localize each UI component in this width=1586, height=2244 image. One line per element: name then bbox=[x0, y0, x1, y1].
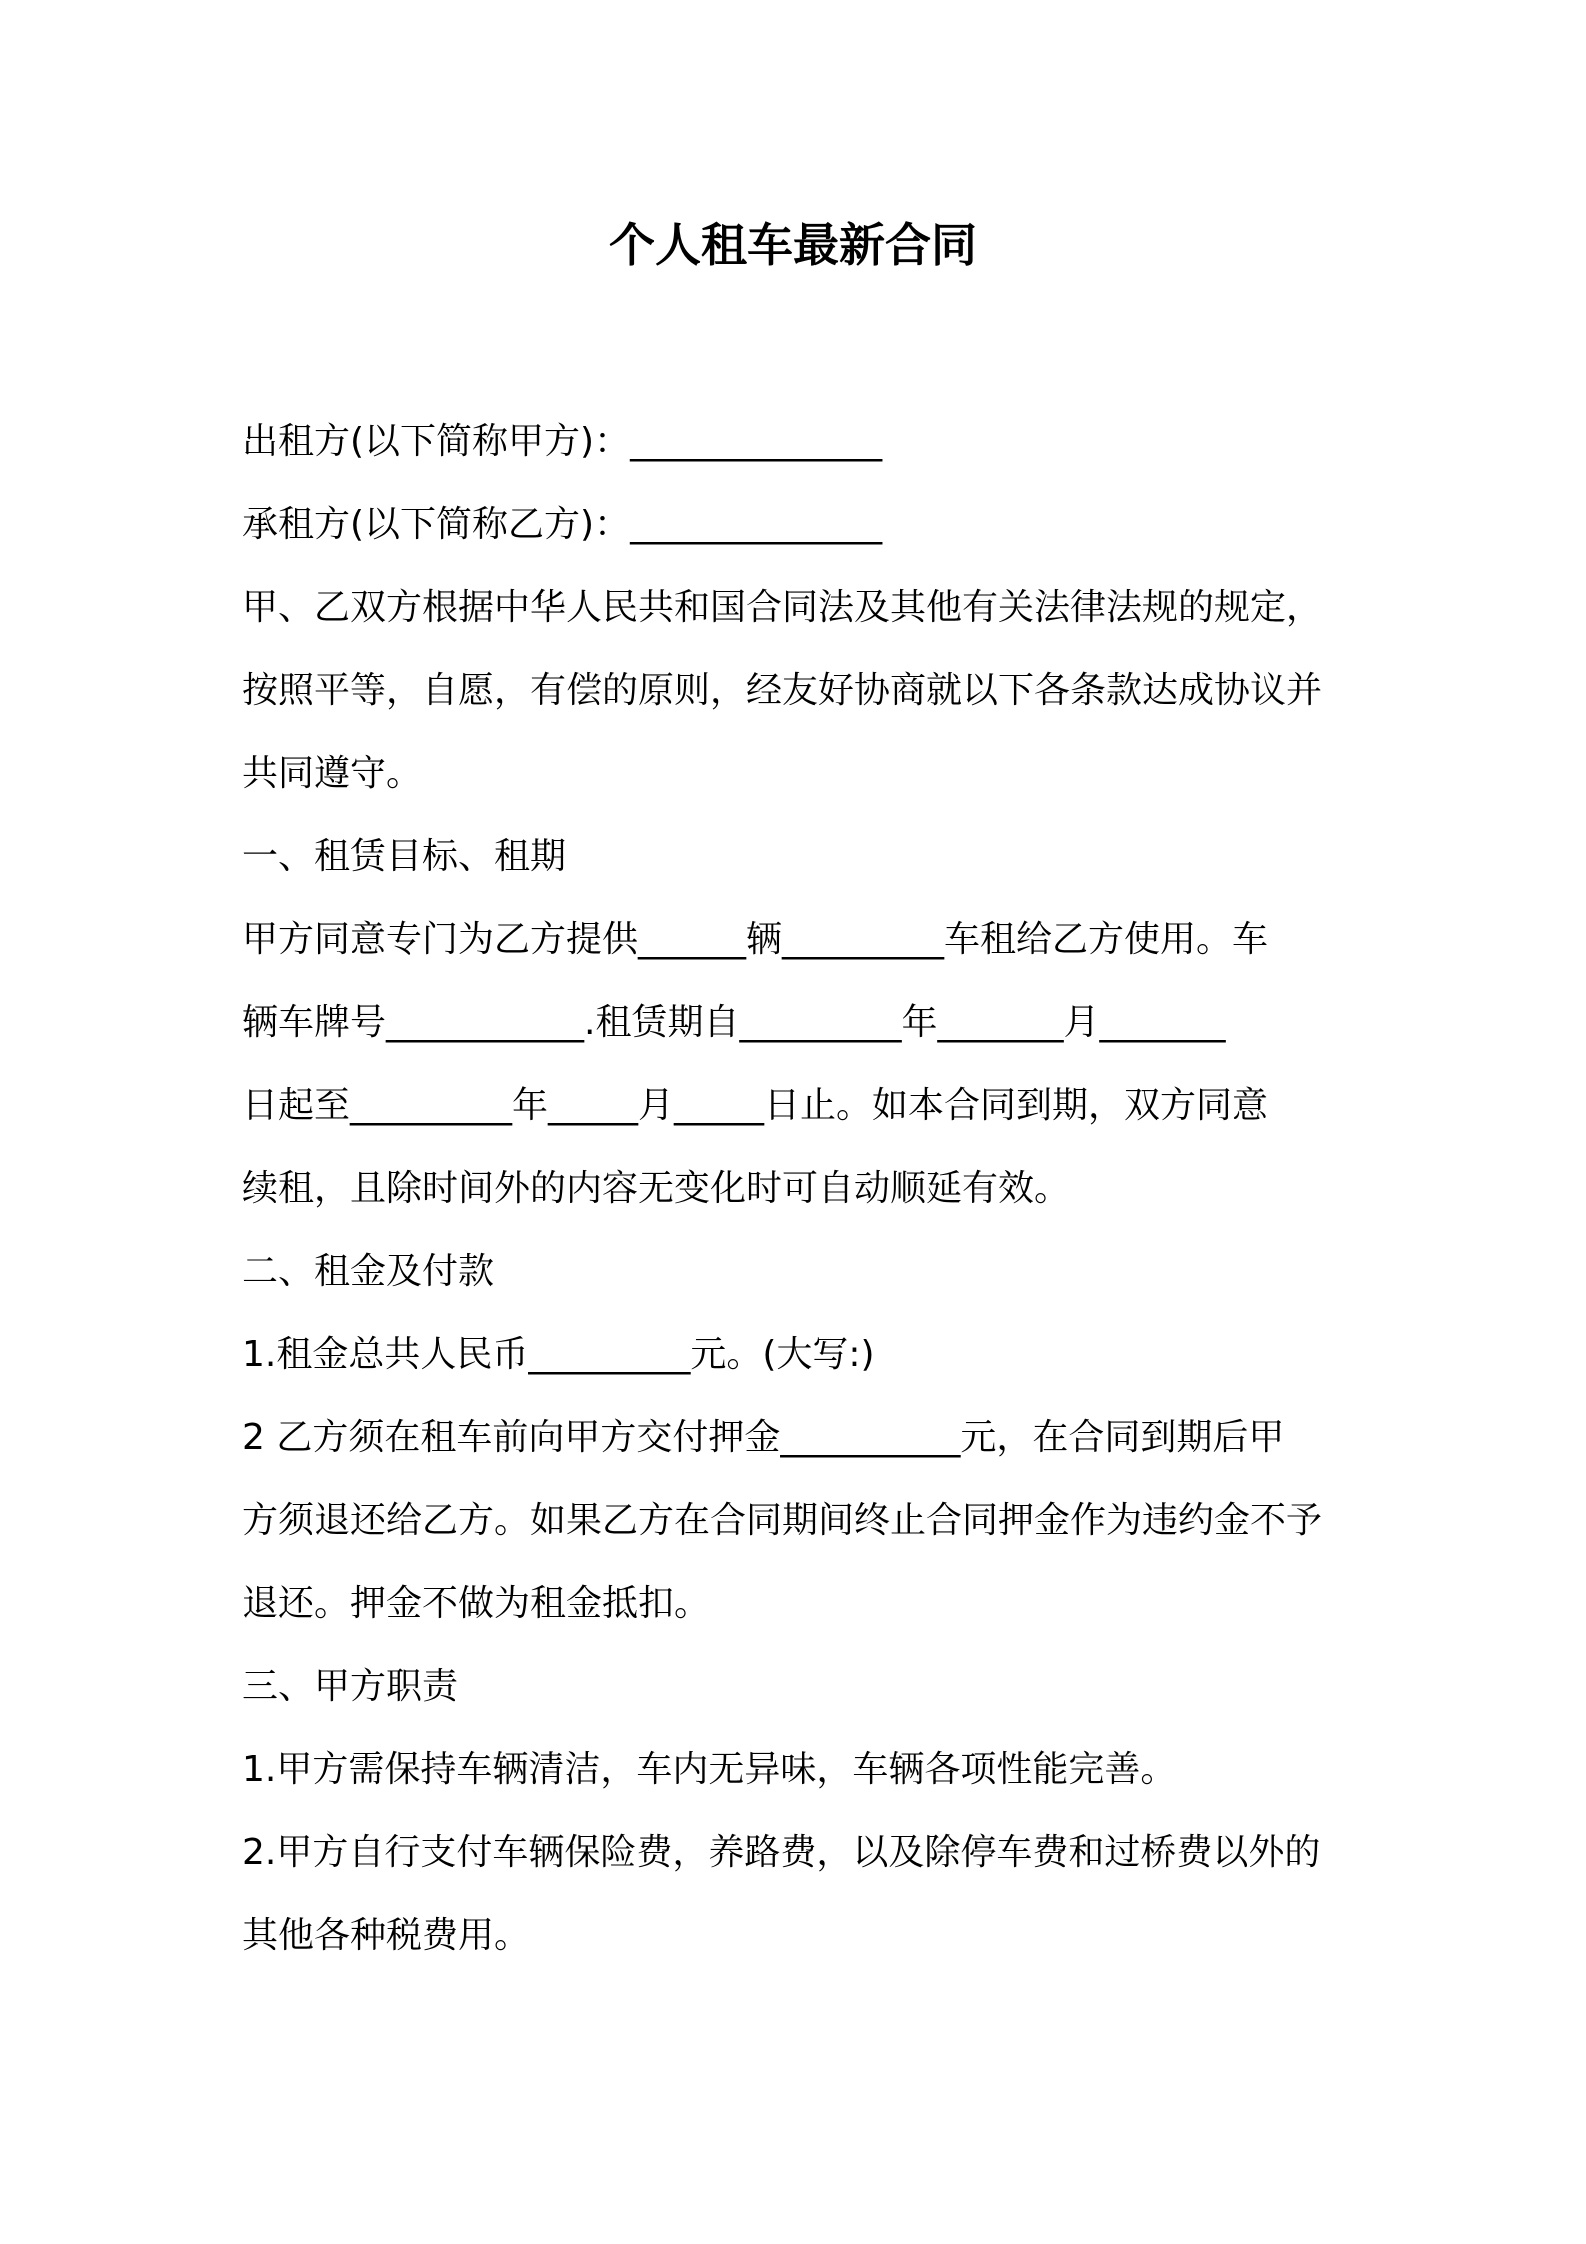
lessee-line: 承租方(以下简称乙方)：______________ bbox=[242, 504, 883, 545]
document-body bbox=[242, 400, 1360, 1977]
section-heading-3: 三、甲方职责 bbox=[242, 1666, 459, 1707]
section-3-line: 2.甲方自行支付车辆保险费，养路费，以及除停车费和过桥费以外的 bbox=[242, 1832, 1321, 1873]
section-1-line: 甲方同意专门为乙方提供______辆_________车租给乙方使用。车 bbox=[242, 919, 1269, 960]
lessor-line: 出租方(以下简称甲方)：______________ bbox=[242, 421, 883, 462]
section-3-line: 1.甲方需保持车辆清洁，车内无异味，车辆各项性能完善。 bbox=[242, 1749, 1177, 1790]
section-heading-2: 二、租金及付款 bbox=[242, 1251, 495, 1292]
section-2-line: 1.租金总共人民币_________元。(大写:) bbox=[242, 1334, 875, 1375]
section-1-line: 日起至_________年_____月_____日止。如本合同到期，双方同意 bbox=[242, 1085, 1269, 1126]
section-1-line: 续租，且除时间外的内容无变化时可自动顺延有效。 bbox=[242, 1168, 1071, 1209]
section-1-line: 辆车牌号___________.租赁期自_________年_______月_______ bbox=[242, 1002, 1226, 1043]
preamble-line: 共同遵守。 bbox=[242, 753, 423, 794]
document-title: 个人租车最新合同 bbox=[609, 218, 977, 272]
section-3-line: 其他各种税费用。 bbox=[242, 1915, 531, 1956]
section-2-line: 退还。押金不做为租金抵扣。 bbox=[242, 1583, 711, 1624]
preamble-line: 甲、乙双方根据中华人民共和国合同法及其他有关法律法规的规定， bbox=[242, 587, 1323, 628]
preamble-line: 按照平等，自愿，有偿的原则，经友好协商就以下各条款达成协议并 bbox=[242, 670, 1323, 711]
section-2-line: 方须退还给乙方。如果乙方在合同期间终止合同押金作为违约金不予 bbox=[242, 1500, 1323, 1541]
section-heading-1: 一、租赁目标、租期 bbox=[242, 836, 567, 877]
section-2-line: 2 乙方须在租车前向甲方交付押金__________元，在合同到期后甲 bbox=[242, 1417, 1285, 1458]
